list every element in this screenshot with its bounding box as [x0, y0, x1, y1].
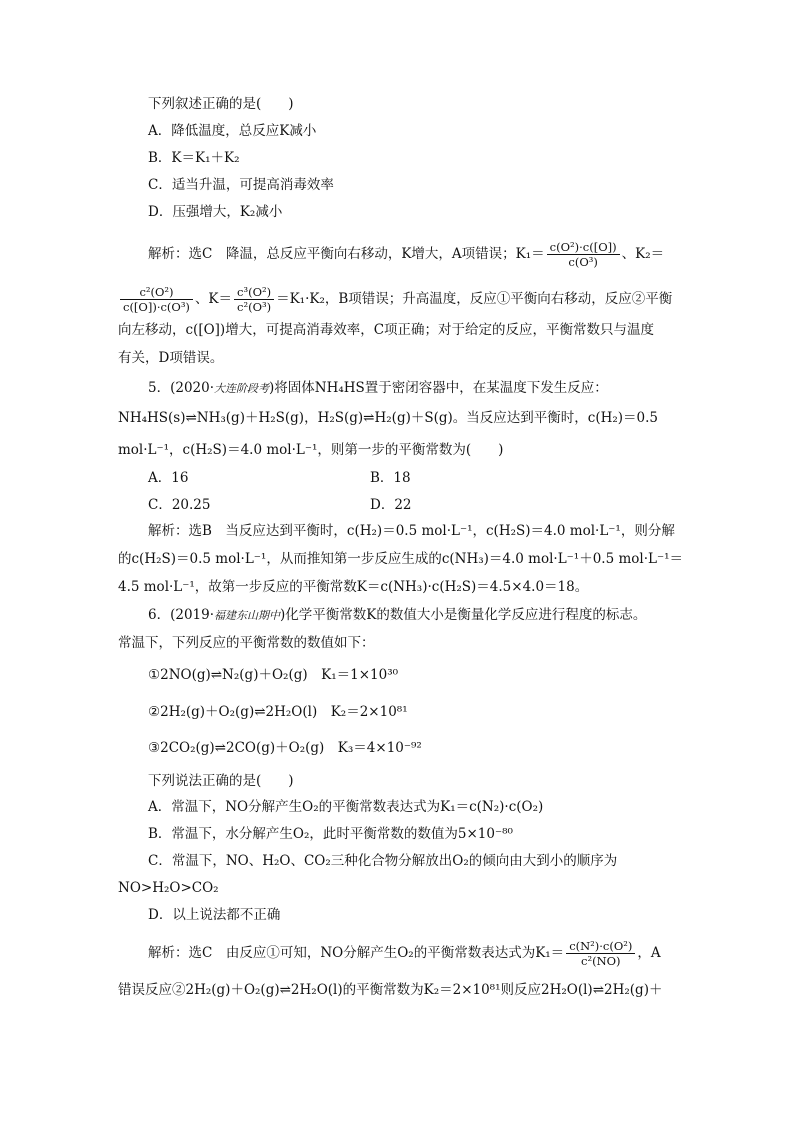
- q5-source: 大连阶段考: [214, 382, 270, 395]
- q5-stem-line1: [148, 378, 608, 399]
- q4-expl-text2b: ＝K₁·K₂，B项错误；升高温度，反应①平衡向右移动，反应②平衡: [276, 291, 673, 307]
- q4-option-d: D．压强增大，K₂减小: [148, 204, 283, 220]
- q6-fraction-k1-num: c(N²)·c(O²): [566, 939, 635, 954]
- q5-explanation-line2: 的c(H₂S)＝0.5 mol·L⁻¹，从而推知第一步反应生成的c(NH₃)＝4.0 mol·L⁻¹＋0.5 mol·L⁻¹＝: [118, 551, 684, 567]
- q4-stem: 下列叙述正确的是( ): [148, 96, 294, 112]
- q6-option-a: A．常温下，NO分解产生O₂的平衡常数表达式为K₁＝c(N₂)·c(O₂): [148, 799, 544, 815]
- q5-option-a: A．16: [148, 470, 189, 486]
- q5-option-d: D．22: [370, 497, 412, 513]
- q5-number: 5．(2020·: [148, 380, 215, 396]
- q4-option-b: B．K＝K₁＋K₂: [148, 150, 240, 166]
- q4-fraction-k1: [547, 240, 620, 269]
- q4-fraction-k2: [120, 285, 193, 314]
- q4-expl-text2a: 、K＝: [194, 291, 233, 307]
- q4-fraction-k-num: c³(O²): [234, 285, 274, 300]
- q4-fraction-k2-den: c([O])·c(O³): [123, 300, 190, 314]
- q6-stem-line2: 常温下，下列反应的平衡常数的数值如下：: [118, 635, 375, 651]
- q6-fraction-k1: [566, 939, 635, 968]
- q5-stem-line3: mol·L⁻¹，c(H₂S)＝4.0 mol·L⁻¹，则第一步的平衡常数为( ): [118, 442, 504, 458]
- q4-expl-text1: 解析：选C 降温，总反应平衡向右移动，K增大，A项错误；K₁＝: [148, 246, 545, 262]
- q5-explanation-line3: 4.5 mol·L⁻¹，故第一步反应的平衡常数K＝c(NH₃)·c(H₂S)＝4.5×4.0＝18。: [118, 579, 589, 595]
- q6-option-b: B．常温下，水分解产生O₂，此时平衡常数的数值为5×10⁻⁸⁰: [148, 826, 513, 842]
- q6-explanation-line1: [148, 939, 661, 968]
- q6-expl-text1: 解析：选C 由反应①可知，NO分解产生O₂的平衡常数表达式为K₁＝: [148, 945, 565, 961]
- q4-option-a: A．降低温度，总反应K减小: [148, 123, 317, 139]
- q6-stem-text: )化学平衡常数K的数值大小是衡量化学反应进行程度的标志。: [280, 607, 647, 623]
- q6-explanation-line2: 错误反应②2H₂(g)＋O₂(g)⇌2H₂O(l)的平衡常数为K₂＝2×10⁸¹则反应2H₂O(l)⇌2H₂(g)＋: [118, 982, 663, 998]
- q4-fraction-k-den: c²(O³): [237, 300, 272, 314]
- q6-number: 6．(2019·: [148, 607, 215, 623]
- q6-option-c-line1: C．常温下，NO、H₂O、CO₂三种化合物分解放出O₂的倾向由大到小的顺序为: [148, 853, 618, 869]
- q4-explanation-line1: [148, 240, 664, 269]
- q5-option-b: B．18: [370, 470, 411, 486]
- q4-explanation-line4: 有关，D项错误。: [118, 350, 224, 366]
- q6-reaction-1: ①2NO(g)⇌N₂(g)＋O₂(g) K₁＝1×10³⁰: [148, 667, 399, 683]
- q6-reaction-3: ③2CO₂(g)⇌2CO(g)＋O₂(g) K₃＝4×10⁻⁹²: [148, 740, 422, 756]
- q4-explanation-line3: 向左移动，c([O])增大，可提高消毒效率，C项正确；对于给定的反应，平衡常数只与温度: [118, 322, 655, 338]
- q6-reaction-2: ②2H₂(g)＋O₂(g)⇌2H₂O(l) K₂＝2×10⁸¹: [148, 704, 408, 720]
- q6-option-c-line2: NO>H₂O>CO₂: [118, 880, 219, 896]
- q6-question: 下列说法正确的是( ): [148, 773, 294, 789]
- q5-option-c: C．20.25: [148, 497, 211, 513]
- q4-option-c: C．适当升温，可提高消毒效率: [148, 177, 334, 193]
- q6-option-d: D．以上说法都不正确: [148, 907, 281, 923]
- q6-fraction-k1-den: c²(NO): [581, 954, 621, 968]
- q6-stem-line1: [148, 605, 646, 626]
- q5-explanation-line1: 解析：选B 当反应达到平衡时，c(H₂)＝0.5 mol·L⁻¹，c(H₂S)＝4.0 mol·L⁻¹，则分解: [148, 523, 675, 539]
- q6-expl-text1b: ，A: [637, 945, 661, 961]
- q4-fraction-k1-den: c(O³): [568, 255, 598, 269]
- q6-source: 福建东山期中: [214, 609, 281, 622]
- q4-fraction-k2-num: c²(O²): [120, 285, 193, 300]
- q4-fraction-k1-num: c(O²)·c([O]): [547, 240, 620, 255]
- q4-expl-text1b: 、K₂＝: [621, 246, 665, 262]
- q5-stem-text: )将固体NH₄HS置于密闭容器中，在某温度下发生反应：: [269, 380, 608, 396]
- q4-fraction-k: [234, 285, 274, 314]
- q4-explanation-line2: [118, 285, 672, 314]
- q5-stem-line2: NH₄HS(s)⇌NH₃(g)＋H₂S(g)，H₂S(g)⇌H₂(g)＋S(g)。当反应达到平衡时，c(H₂)＝0.5: [118, 410, 659, 426]
